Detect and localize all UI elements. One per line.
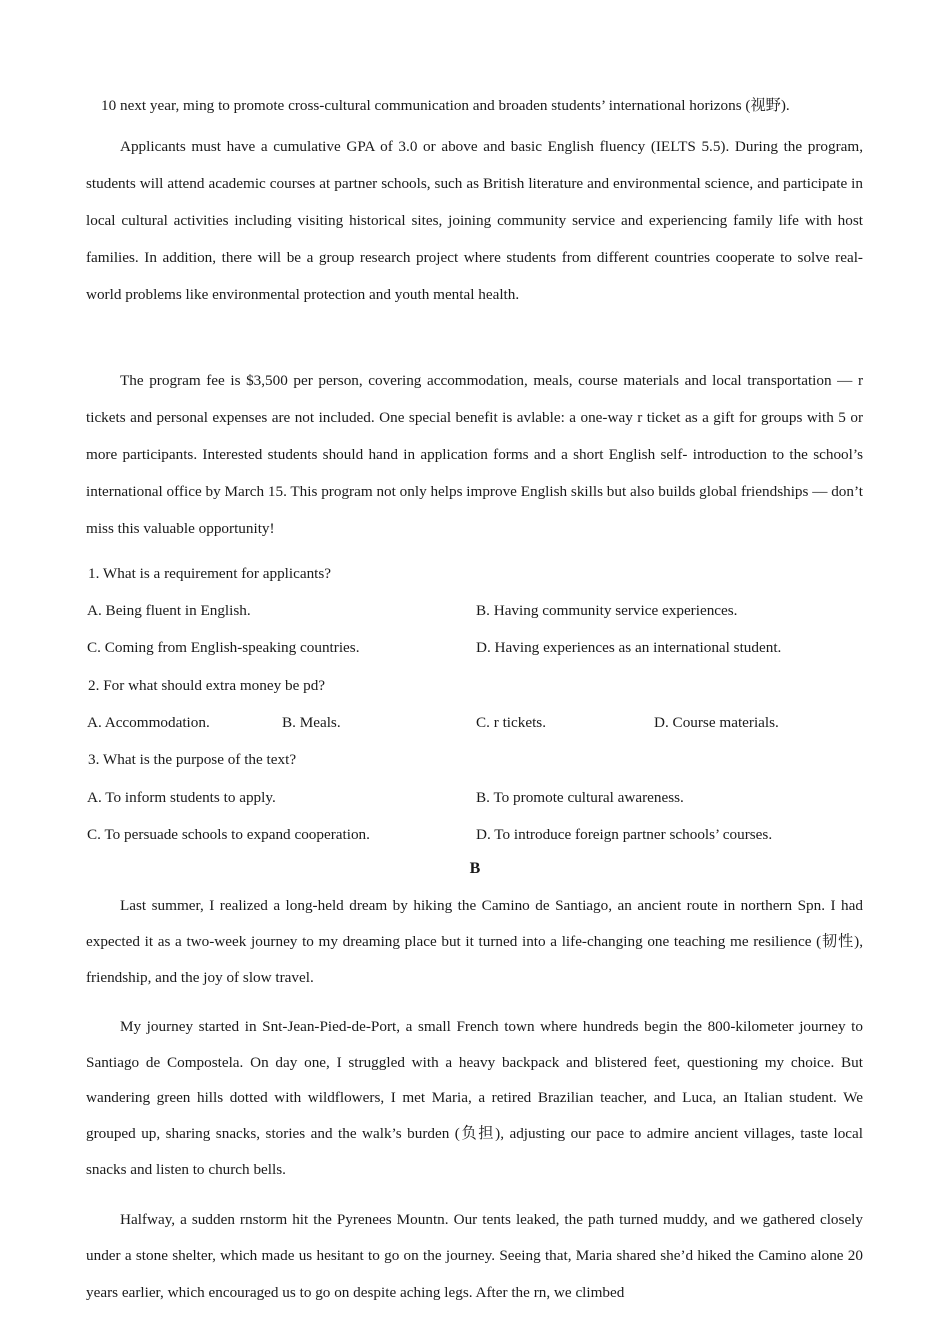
passage-a-paragraph-1: Applicants must have a cumulative GPA of 3.0 or above and basic English fluency (IELTS 5.5). During the program, students will attend academic courses at partner schools, such as British literature and environmental science, and participate in local cultural activities including visiting historical sites, joining community service and experiencing family life with host families. In addition, there will be a group research project where students from different countries cooperate to solve real-world problems like environmental protection and youth mental health. [86,138,863,303]
passage-b-heading: B [469,860,481,877]
question-2-option-b: B. Meals. [282,714,341,731]
question-3-option-d: D. To introduce foreign partner schools’ courses. [476,826,773,843]
question-2-option-c: C. r tickets. [476,714,547,731]
question-2-stem: 2. For what should extra money be pd? [88,677,326,694]
passage-b-paragraph-2: My journey started in Snt-Jean-Pied-de-Port, a small French town where hundreds begin the 800-kilometer journey to Santiago de Compostela. On day one, I struggled with a heavy backpack and blistered feet, questioning my choice. But wandering green hills dotted with wildflowers, I met Maria, a retired Brazilian teacher, and Luca, an Italian student. We grouped up, sharing snacks, stories and the walk’s burden (负担), adjusting our pace to admire ancient villages, taste local snacks and listen to church bells. [86,1018,863,1178]
passage-a-paragraph-2: The program fee is $3,500 per person, covering accommodation, meals, course materials and local transportation — r tickets and personal expenses are not included. One special benefit is avlable: a one-way r ticket as a gift for groups with 5 or more participants. Interested students should hand in application forms and a short English self- introduction to the school’s international office by March 15. This program not only helps improve English skills but also builds global friendships — don’t miss this valuable opportunity! [86,372,864,537]
question-3-option-a: A. To inform students to apply. [87,789,276,806]
question-1-option-a: A. Being fluent in English. [87,602,251,619]
question-1-option-c: C. Coming from English-speaking countries. [87,639,360,656]
passage-a-intro-line: 10 next year, ming to promote cross-cultural communication and broaden students’ international horizons (视野). [101,97,790,114]
question-2-option-a: A. Accommodation. [87,714,210,731]
passage-b-paragraph-1: Last summer, I realized a long-held dream by hiking the Camino de Santiago, an ancient route in northern Spn. I had expected it as a two-week journey to my dreaming place but it turned into a life-changing one teaching me resilience (韧性), friendship, and the joy of slow travel. [86,897,863,986]
question-1-stem: 1. What is a requirement for applicants? [88,565,332,582]
question-3-option-b: B. To promote cultural awareness. [476,789,684,806]
question-1-option-d: D. Having experiences as an international student. [476,639,782,656]
passage-b-paragraph-3: Halfway, a sudden rnstorm hit the Pyrenees Mountn. Our tents leaked, the path turned muddy, and we gathered closely under a stone shelter, which made us hesitant to go on the journey. Seeing that, Maria shared she’d hiked the Camino alone 20 years earlier, which encouraged us to go on despite aching legs. After the rn, we climbed [86,1211,863,1301]
question-2-option-d: D. Course materials. [654,714,779,731]
question-3-option-c: C. To persuade schools to expand cooperation. [87,826,370,843]
question-1-option-b: B. Having community service experiences. [476,602,738,619]
question-3-stem: 3. What is the purpose of the text? [88,751,297,768]
